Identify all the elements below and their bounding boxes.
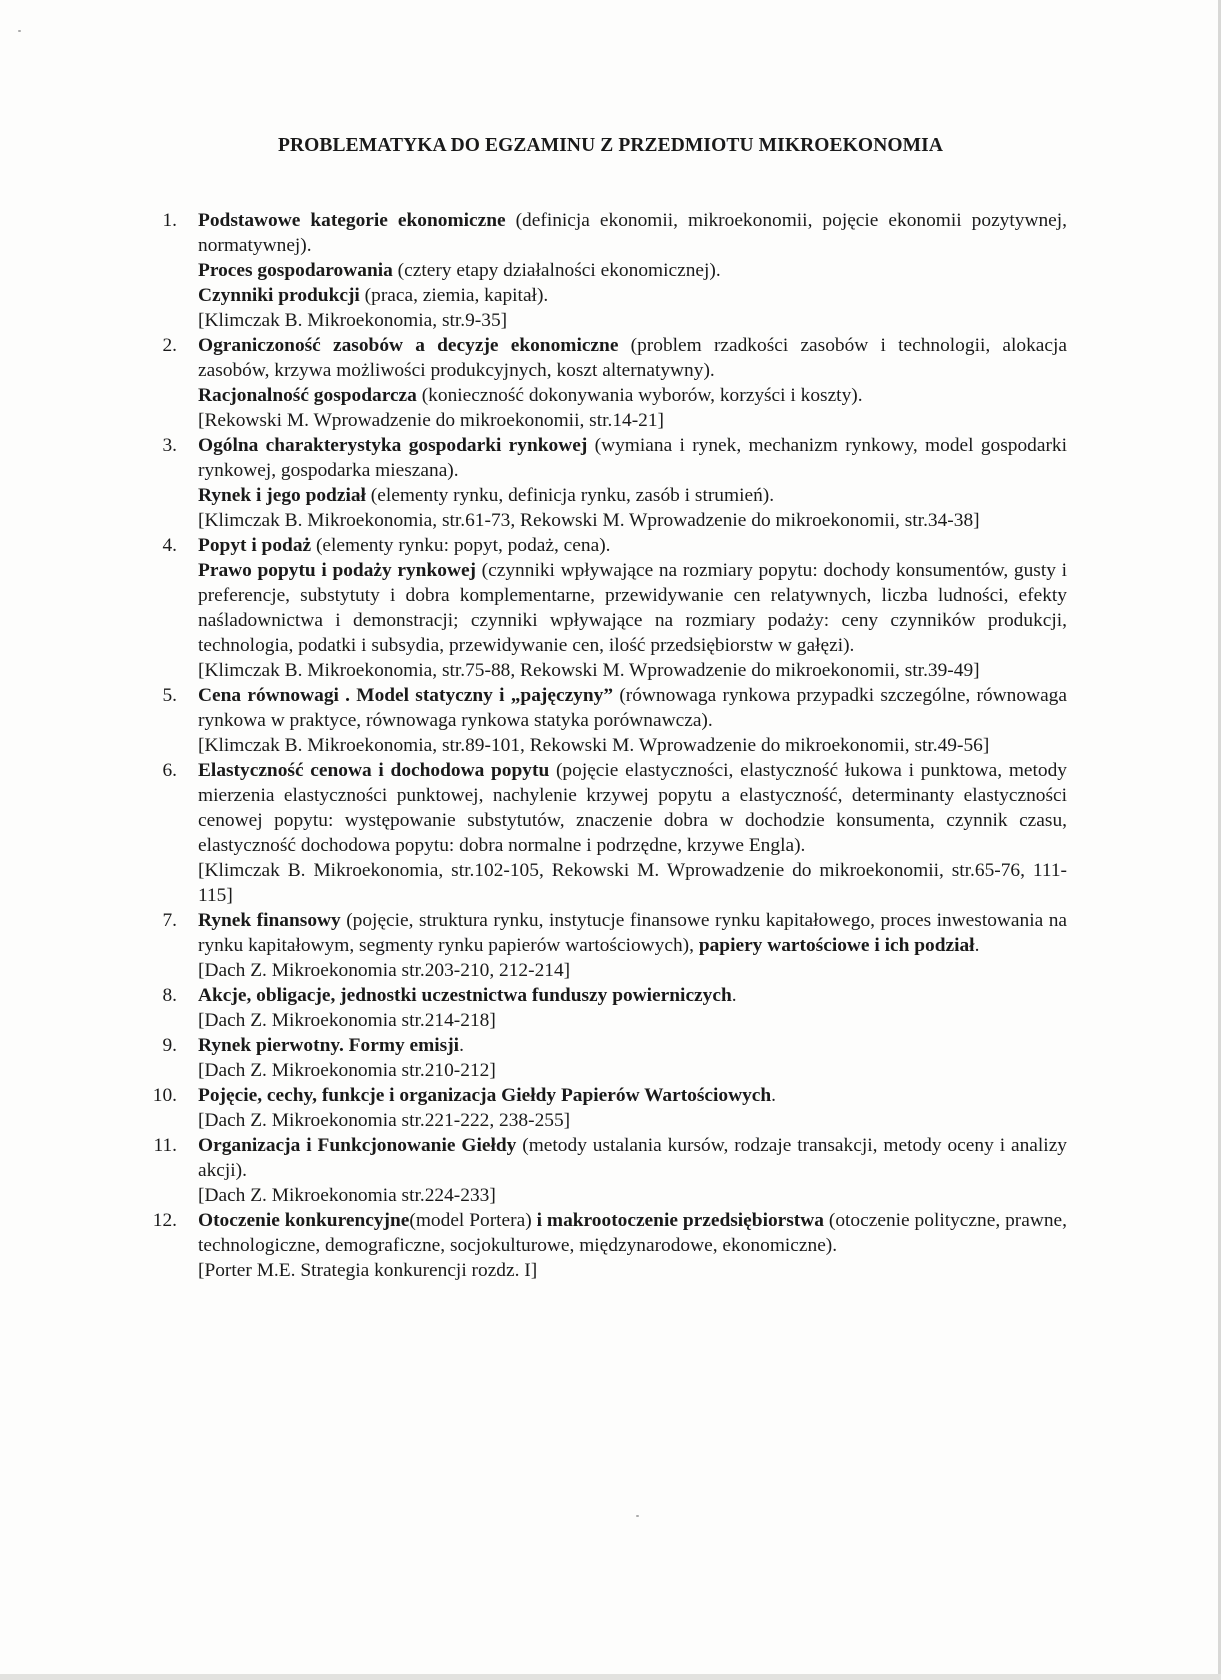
- topic-paragraph: [198, 533, 1067, 558]
- topic-paragraph: [198, 683, 1067, 733]
- scan-speck: [636, 1515, 639, 1517]
- topic-heading-secondary: papiery wartościowe i ich podział: [698, 935, 975, 956]
- topic-description: (wymiana i rynek, mechanizm rynkowy, model gospodarki rynkowej, gospodarka mieszana).: [198, 435, 1068, 481]
- topic-paragraph: [198, 283, 1067, 308]
- topic-heading: Rynek finansowy: [198, 910, 341, 931]
- topic-description: .: [771, 1085, 777, 1106]
- topic-paragraph: [198, 383, 1067, 408]
- exam-topics-list: [145, 208, 1067, 1283]
- topic-description: .: [731, 985, 737, 1006]
- topic-heading: Ogólna charakterystyka gospodarki rynkowej: [198, 435, 588, 456]
- topic-heading: Organizacja i Funkcjonowanie Giełdy: [198, 1135, 517, 1156]
- topic-heading: Czynniki produkcji: [198, 285, 360, 306]
- topic-description: (elementy rynku, definicja rynku, zasób i strumień).: [365, 485, 775, 506]
- topic-paragraph: [198, 558, 1067, 658]
- list-item: [145, 983, 1067, 1033]
- list-item: [145, 1033, 1067, 1083]
- list-item: [145, 908, 1067, 983]
- item-number: 3.: [162, 435, 177, 456]
- topic-heading: Pojęcie, cechy, funkcje i organizacja Giełdy Papierów Wartościowych: [198, 1085, 772, 1106]
- topic-paragraph: [198, 758, 1067, 858]
- item-number: 12.: [152, 1210, 177, 1231]
- item-number: 2.: [162, 335, 177, 356]
- list-item: [145, 1208, 1067, 1283]
- bibliography-reference: [Klimczak B. Mikroekonomia, str.75-88, Rekowski M. Wprowadzenie do mikroekonomii, str.39-49]: [198, 660, 980, 681]
- topic-description: (elementy rynku: popyt, podaż, cena).: [311, 535, 611, 556]
- list-item: [145, 533, 1067, 683]
- topic-paragraph: [198, 1083, 1067, 1108]
- topic-paragraph: [198, 333, 1067, 383]
- topic-paragraph: [198, 983, 1067, 1008]
- bibliography-reference: [Porter M.E. Strategia konkurencji rozdz. I]: [198, 1260, 538, 1281]
- topic-heading: Podstawowe kategorie ekonomiczne: [198, 210, 506, 231]
- topic-description: .: [459, 1035, 464, 1056]
- bibliography-reference: [Dach Z. Mikroekonomia str.221-222, 238-255]: [198, 1110, 571, 1131]
- scan-edge: [0, 1674, 1221, 1680]
- document-title: PROBLEMATYKA DO EGZAMINU Z PRZEDMIOTU MIKROEKONOMIA: [277, 135, 944, 156]
- list-item: [145, 1083, 1067, 1133]
- topic-description: (problem rzadkości zasobów i technologii, alokacja zasobów, krzywa możliwości produkcyjnych, koszt alternatywny).: [198, 335, 1067, 381]
- item-number: 11.: [153, 1135, 177, 1156]
- list-item: [145, 1133, 1067, 1208]
- topic-heading: Akcje, obligacje, jednostki uczestnictwa funduszy powierniczych: [198, 985, 732, 1006]
- topic-heading: Popyt i podaż: [198, 535, 312, 556]
- topic-description: (metody ustalania kursów, rodzaje transakcji, metody oceny i analizy akcji).: [198, 1135, 1067, 1181]
- bibliography-reference: [Dach Z. Mikroekonomia str.203-210, 212-214]: [198, 960, 571, 981]
- item-number: 8.: [162, 985, 177, 1006]
- topic-paragraph: [198, 1033, 1067, 1058]
- topic-paragraph: [198, 1208, 1067, 1258]
- topic-description: (czynniki wpływające na rozmiary popytu: dochody konsumentów, gusty i preferencje, substytuty i dobra komplementarne, przewidywanie cen relatywnych, liczba ludności, efekty naśladownictwa i demonstracji; czynniki wpływające na rozmiary podaży: ceny czynników produkcji, technologia, podatki i subsydia, przewidywanie cen, ilość przedsiębiorstw w gałęzi).: [198, 560, 1067, 656]
- list-item: [145, 758, 1067, 908]
- bibliography-reference: [Dach Z. Mikroekonomia str.210-212]: [198, 1060, 496, 1081]
- item-number: 4.: [162, 535, 177, 556]
- topic-description: (praca, ziemia, kapitał).: [359, 285, 549, 306]
- topic-description: (pojęcie elastyczności, elastyczność łukowa i punktowa, metody mierzenia elastyczności punktowej, nachylenie krzywej popytu a elastyczność, determinanty elastyczności cenowej popytu: występowanie substytutów, znaczenie dobra w dochodzie konsumenta, czynnik czasu, elastyczność dochodowa popytu: dobra normalne i podrzędne, krzywe Engla).: [198, 760, 1067, 856]
- item-number: 9.: [162, 1035, 177, 1056]
- topic-description-tail: (otoczenie polityczne, prawne, technologiczne, demograficzne, socjokulturowe, międzynarodowe, ekonomiczne).: [198, 1210, 1067, 1256]
- topic-paragraph: [198, 208, 1067, 258]
- topic-heading: Cena równowagi . Model statyczny i „pajęczyny”: [198, 685, 614, 706]
- topic-heading: Racjonalność gospodarcza: [198, 385, 417, 406]
- topic-heading: Proces gospodarowania: [198, 260, 393, 281]
- list-item: [145, 208, 1067, 333]
- topic-paragraph: [198, 483, 1067, 508]
- item-number: 7.: [162, 910, 177, 931]
- topic-description: (konieczność dokonywania wyborów, korzyści i koszty).: [416, 385, 863, 406]
- bibliography-reference: [Klimczak B. Mikroekonomia, str.61-73, Rekowski M. Wprowadzenie do mikroekonomii, str.34-38]: [198, 510, 980, 531]
- bibliography-reference: [Klimczak B. Mikroekonomia, str.89-101, Rekowski M. Wprowadzenie do mikroekonomii, str.49-56]: [198, 735, 990, 756]
- bibliography-reference: [Dach Z. Mikroekonomia str.214-218]: [198, 1010, 496, 1031]
- item-number: 6.: [162, 760, 177, 781]
- item-number: 10.: [152, 1085, 177, 1106]
- topic-description-tail: .: [974, 935, 980, 956]
- topic-description: (cztery etapy działalności ekonomicznej).: [392, 260, 721, 281]
- bibliography-reference: [Dach Z. Mikroekonomia str.224-233]: [198, 1185, 496, 1206]
- topic-paragraph: [198, 908, 1067, 958]
- topic-paragraph: [198, 433, 1067, 483]
- bibliography-reference: [Klimczak B. Mikroekonomia, str.9-35]: [198, 310, 508, 331]
- bibliography-reference: [Rekowski M. Wprowadzenie do mikroekonomii, str.14-21]: [198, 410, 665, 431]
- topic-heading: Prawo popytu i podaży rynkowej: [198, 560, 477, 581]
- topic-paragraph: [198, 258, 1067, 283]
- topic-description: (definicja ekonomii, mikroekonomii, pojęcie ekonomii pozytywnej, normatywnej).: [198, 210, 1067, 256]
- list-item: [145, 333, 1067, 433]
- topic-heading: Rynek i jego podział: [198, 485, 366, 506]
- list-item: [145, 433, 1067, 533]
- bibliography-reference: [Klimczak B. Mikroekonomia, str.102-105, Rekowski M. Wprowadzenie do mikroekonomii, str.65-76, 111-115]: [198, 860, 1067, 906]
- topic-description: (model Portera): [409, 1210, 537, 1231]
- topic-description: (pojęcie, struktura rynku, instytucje finansowe rynku kapitałowego, proces inwestowania na rynku kapitałowym, segmenty rynku papierów wartościowych),: [198, 910, 1067, 956]
- topic-heading: Otoczenie konkurencyjne: [198, 1210, 410, 1231]
- topic-heading-secondary: i makrootoczenie przedsiębiorstwa: [536, 1210, 824, 1231]
- topic-heading: Ograniczoność zasobów a decyzje ekonomiczne: [198, 335, 619, 356]
- topic-paragraph: [198, 1133, 1067, 1183]
- scan-speck: [18, 30, 21, 32]
- topic-heading: Elastyczność cenowa i dochodowa popytu: [198, 760, 550, 781]
- topic-description: (równowaga rynkowa przypadki szczególne, równowaga rynkowa w praktyce, równowaga rynkowa statyka porównawcza).: [198, 685, 1067, 731]
- item-number: 1.: [162, 210, 177, 231]
- list-item: [145, 683, 1067, 758]
- item-number: 5.: [162, 685, 177, 706]
- topic-heading: Rynek pierwotny. Formy emisji: [198, 1035, 460, 1056]
